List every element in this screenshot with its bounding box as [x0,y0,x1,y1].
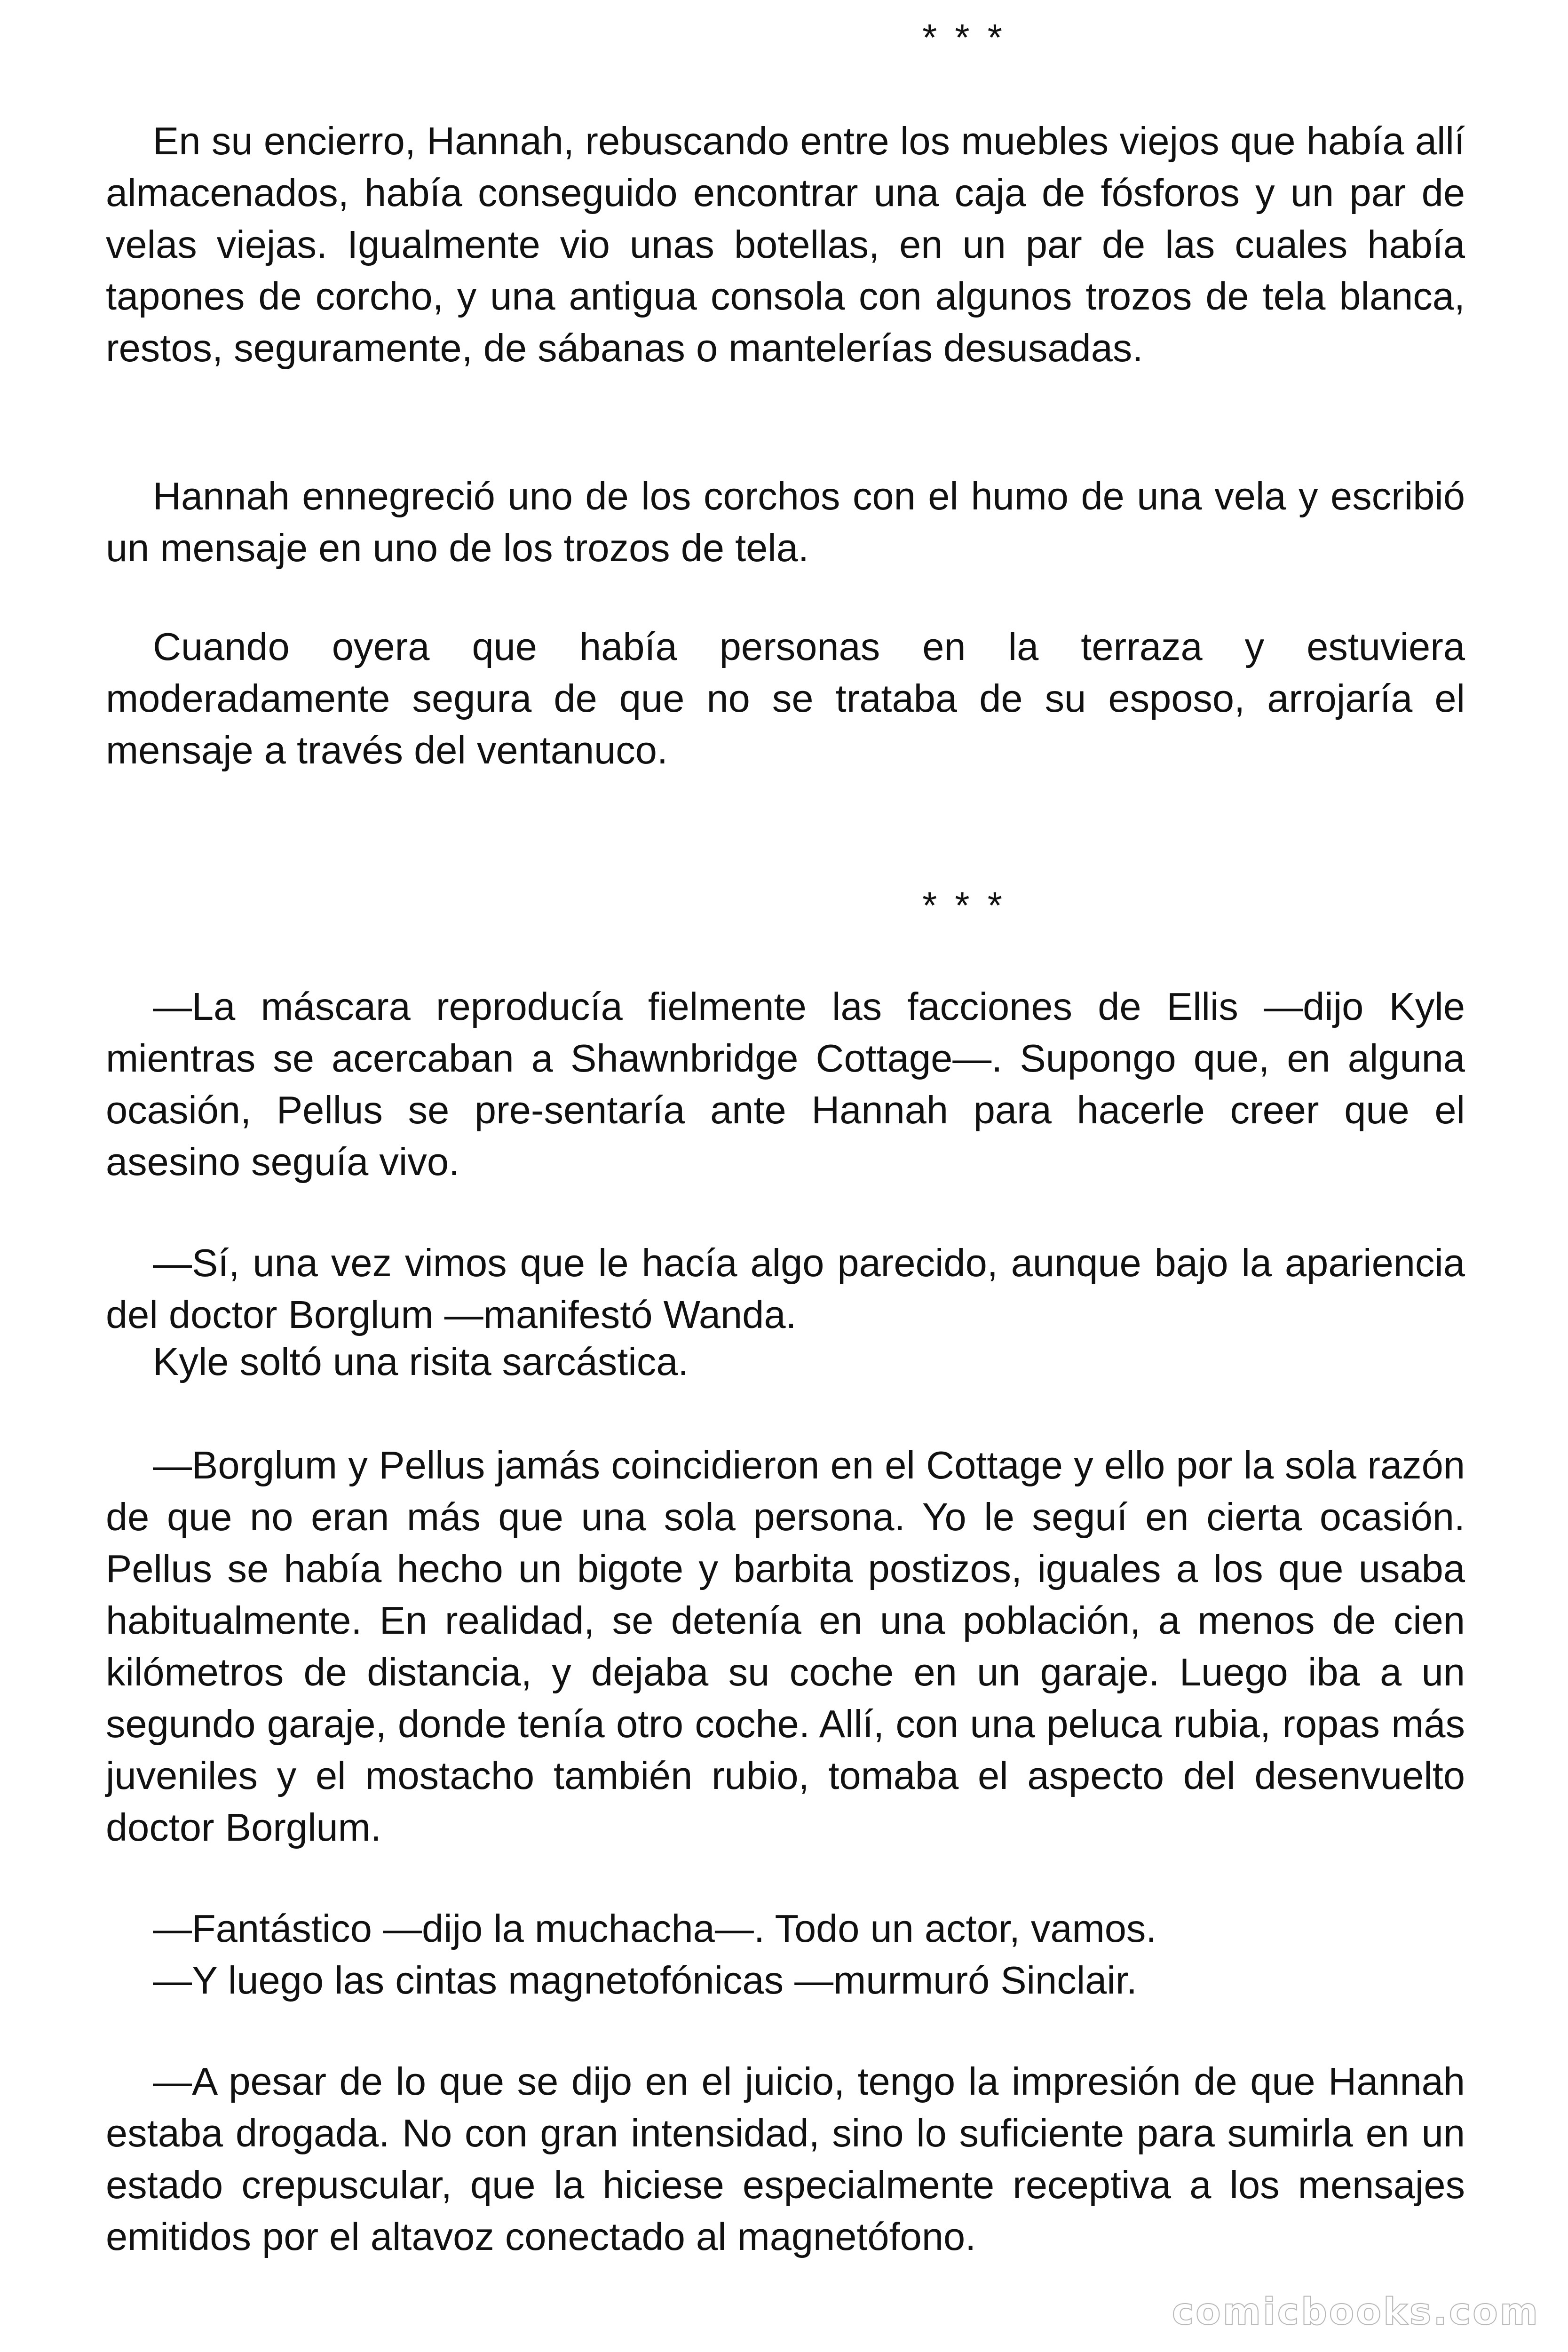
paragraph-cuando-oyera: Cuando oyera que había personas en la terraza y estuviera moderadamente segura de que no se trataba de su esposo, arrojaría el mensaje a través del ventanuco. [106,625,1465,772]
paragraph-ennegrecio: Hannah ennegreció uno de los corchos con el humo de una vela y escribió un mensaje en uno de los trozos de tela. [106,474,1465,570]
paragraph-drogada: —A pesar de lo que se dijo en el juicio, tengo la impresión de que Hannah estaba drogada. No con gran intensidad, sino lo suficiente para sumirla en un estado crepuscular, que la hiciese especialmente receptiva a los mensajes emitidos por el altavoz conectado al magnetófono. [106,2059,1465,2258]
paragraph-encierro: En su encierro, Hannah, rebuscando entre los muebles viejos que había allí almacenados, había conseguido encontrar una caja de fósforos y un par de velas viejas. Igualmente vio unas botellas, en un par de las cuales había tapones de corcho, y una antigua consola con algunos trozos de tela blanca, restos, seguramente, de sábanas o mantelerías desusadas. [106,119,1465,370]
paragraph-mascara: —La máscara reproducía fielmente las facciones de Ellis —dijo Kyle mientras se acercaban a Shawnbridge Cottage—. Supongo que, en alguna ocasión, Pellus se pre-sentaría ante Hannah para hacerle creer que el asesino seguía vivo. [106,985,1465,1184]
paragraph-cintas: —Y luego las cintas magnetofónicas —murmuró Sinclair. [153,1958,1137,2002]
watermark-logo: comicbooks.com [1172,2291,1540,2333]
paragraph-borglum-pellus: —Borglum y Pellus jamás coincidieron en el Cottage y ello por la sola razón de que no eran más que una sola persona. Yo le seguí en cierta ocasión. Pellus se había hecho un bigote y barbita postizos, iguales a los que usaba habitualmente. En realidad, se detenía en una población, a menos de cien kilómetros de distancia, y dejaba su coche en un garaje. Luego iba a un segundo garaje, donde tenía otro coche. Allí, con una peluca rubia, ropas más juveniles y el mostacho también rubio, tomaba el aspecto del desenvuelto doctor Borglum. [106,1443,1465,1849]
paragraph-borglum-apariencia: —Sí, una vez vimos que le hacía algo parecido, aunque bajo la apariencia del doctor Borglum —manifestó Wanda. [106,1241,1465,1336]
section-separator: * * * [922,16,1006,58]
section-separator: * * * [922,884,1006,926]
paragraph-risita: Kyle soltó una risita sarcástica. [153,1340,689,1383]
paragraph-fantastico: —Fantástico —dijo la muchacha—. Todo un actor, vamos. [153,1907,1157,1950]
